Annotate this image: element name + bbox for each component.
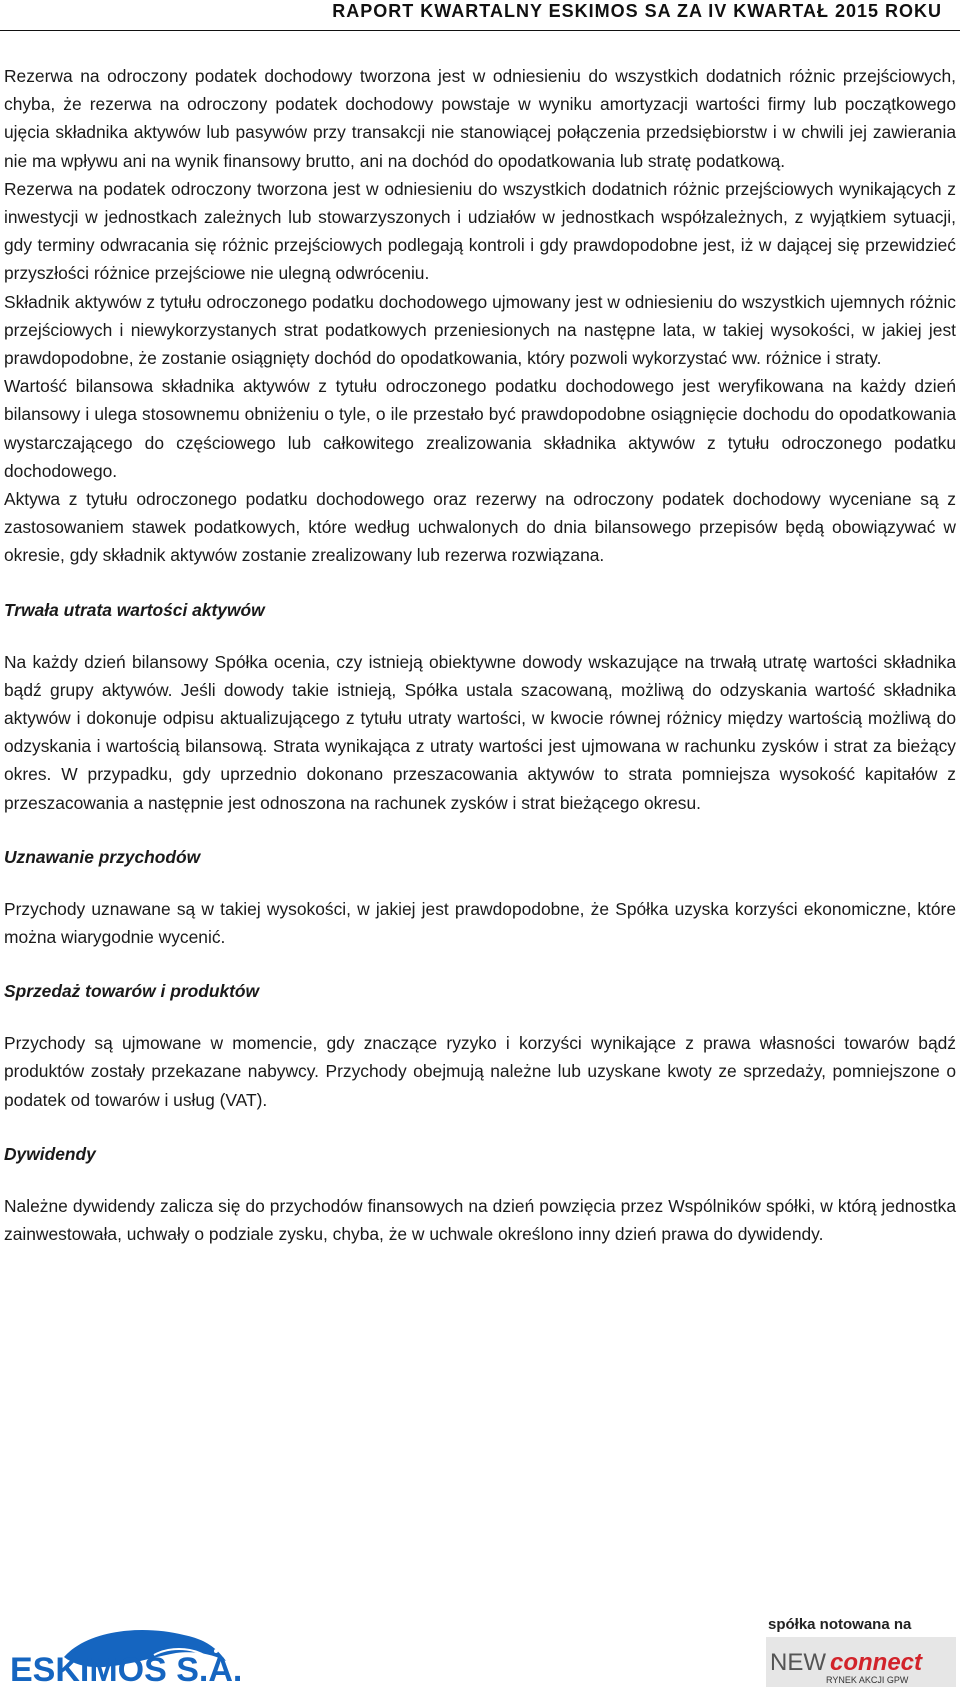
newconnect-logo — [766, 1613, 956, 1699]
eskimos-logo — [4, 1617, 254, 1697]
newconnect-tagline: spółka notowana na — [768, 1616, 912, 1633]
section-heading: Trwała utrata wartości aktywów — [4, 599, 265, 620]
paragraph: Przychody są ujmowane w momencie, gdy znaczące ryzyko i korzyści wynikające z prawa własności towarów bądź produktów zostały przekazane nabywcy. Przychody obejmują należne lub uzyskane kwoty ze sprzedaży, pomniejszone o podatek od towarów i usług (VAT). — [4, 1033, 956, 1110]
section-heading: Uznawanie przychodów — [4, 846, 201, 867]
paragraph: Rezerwa na podatek odroczony tworzona jest w odniesieniu do wszystkich dodatnich różnic przejściowych wynikających z inwestycji w jednostkach zależnych lub stowarzyszonych i udziałów w jednostkach współzależnych, z wyjątkiem sytuacji, gdy terminy odwracania się różnic przejściowych podlegają kontroli i gdy prawdopodobne jest, iż w dającej się przewidzieć przyszłości różnice przejściowe nie ulegną odwróceniu. — [4, 178, 956, 284]
section-heading: Dywidendy — [4, 1143, 96, 1164]
report-title: RAPORT KWARTALNY ESKIMOS SA ZA IV KWARTAŁ 2015 ROKU — [332, 1, 942, 21]
paragraph: Składnik aktywów z tytułu odroczonego podatku dochodowego ujmowany jest w odniesieniu do wszystkich ujemnych różnic przejściowych i niewykorzystanych strat podatkowych przeniesionych na następne lata, w takiej wysokości, w jakiej jest prawdopodobne, że zostanie osiągnięty dochód do opodatkowania, który pozwoli wykorzystać ww. różnice i straty. — [4, 291, 956, 369]
section-heading: Sprzedaż towarów i produktów — [4, 981, 260, 1002]
paragraph: Wartość bilansowa składnika aktywów z tytułu odroczonego podatku dochodowego jest weryfikowana na każdy dzień bilansowy i ulega stosownemu obniżeniu o tyle, o ile przestało być prawdopodobne osiągnięcie dochodu do opodatkowania wystarczającego do częściowego lub całkowitego zrealizowania składnika aktywów z tytułu odroczonego podatku dochodowego. — [4, 376, 956, 481]
paragraph: Przychody uznawane są w takiej wysokości, w jakiej jest prawdopodobne, że Spółka uzyska korzyści ekonomiczne, które można wiarygodnie wycenić. — [4, 898, 956, 948]
paragraph: Rezerwa na odroczony podatek dochodowy tworzona jest w odniesieniu do wszystkich dodatnich różnic przejściowych, chyba, że rezerwa na odroczony podatek dochodowy powstaje w wyniku amortyzacji wartości firmy lub początkowego ujęcia składnika aktywów lub pasywów przy transakcji nie stanowiącej połączenia przedsiębiorstw i w chwili jej zawierania nie ma wpływu ani na wynik finansowy brutto, ani na dochód do opodatkowania lub stratę podatkową. — [4, 66, 956, 171]
eskimos-logo-text: ESKIMOS S.A. — [10, 1651, 243, 1689]
paragraph: Na każdy dzień bilansowy Spółka ocenia, czy istnieją obiektywne dowody wskazujące na trwałą utratę wartości składnika bądź grupy aktywów. Jeśli dowody takie istnieją, Spółka ustala szacowaną, możliwą do odzyskania wartość składnika aktywów i dokonuje odpisu aktualizującego z tytułu utraty wartości, w kwocie równej różnicy między wartością możliwą do odzyskania i wartością bilansową. Strata wynikająca z utraty wartości jest ujmowana w rachunku zysków i strat za bieżący okres. W przypadku, gdy uprzednio dokonano przeszacowania aktywów to strata pomniejsza wysokość kapitałów z przeszacowania a następnie jest odnoszona na rachunek zysków i strat bieżącego okresu. — [4, 651, 956, 813]
newconnect-new: NEW — [770, 1649, 826, 1676]
newconnect-connect: connect — [830, 1649, 923, 1676]
paragraph: Należne dywidendy zalicza się do przychodów finansowych na dzień powzięcia przez Wspólników spółki, w którą jednostka zainwestowała, uchwały o podziale zysku, chyba, że w uchwale określono inny dzień prawa do dywidendy. — [4, 1195, 956, 1245]
page-footer — [0, 1609, 960, 1699]
newconnect-subtitle: RYNEK AKCJI GPW — [826, 1675, 909, 1685]
page-header — [0, 0, 960, 31]
paragraph: Aktywa z tytułu odroczonego podatku dochodowego oraz rezerwy na odroczony podatek dochodowy wyceniane są z zastosowaniem stawek podatkowych, które według uchwalonych do dnia bilansowego przepisów będą obowiązywać w okresie, gdy składnik aktywów zostanie zrealizowany lub rezerwa rozwiązana. — [4, 489, 956, 566]
document-body — [4, 62, 956, 1248]
